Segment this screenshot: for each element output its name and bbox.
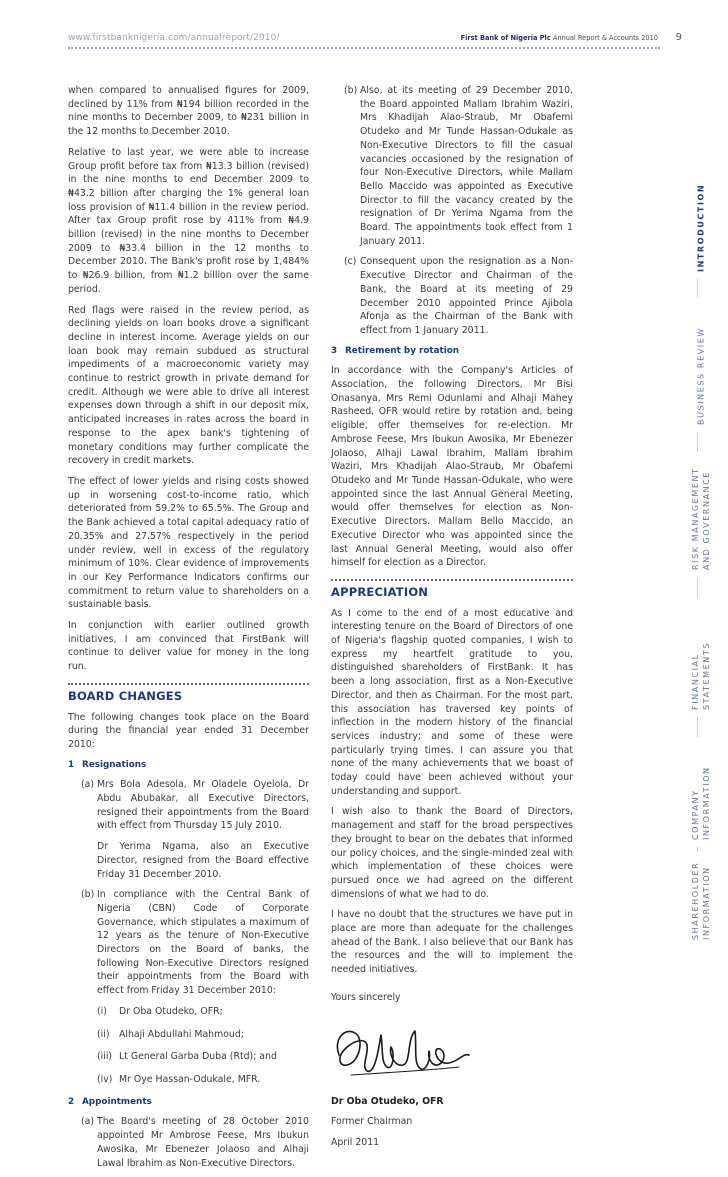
list-item xyxy=(97,1073,309,1087)
item-label: (b) xyxy=(81,889,95,901)
retirement-text: In accordance with the Company's Articles of Association, the following Directors, Mr Bisi Onasanya, Mrs Remi Odunlami and Alhaji Mahey Rasheed, OFR would retire by rotation and, being eligible, offer themselves for re-election. Mr Ambrose Feese, Mrs Ibukun Awosika, Mr Ebenezer Jolaoso, Alhaji Lawal Ibrahim, Mallam Ibrahim Waziri, Mrs Khadijah Alao-Straub, Mr Obafemi Otudeko and Mr Tunde Hassan-Odukale, who were appointed since the last Annual General Meeting, would offer themselves for election as Non-Executive Directors. Mallam Bello Maccido, an Executive Director who was appointed since the last Annual General Meeting, would also offer himself for election as a Director. xyxy=(331,365,573,569)
list-item xyxy=(344,84,573,248)
list-item xyxy=(81,1115,309,1170)
sidebar-divider xyxy=(697,278,698,298)
tab-financial-statements[interactable]: FINANCIAL STATEMENTS xyxy=(691,641,711,710)
letter-date: April 2011 xyxy=(331,1137,380,1148)
section-sidebar xyxy=(684,160,718,940)
item-text: Mrs Bola Adesola, Mr Oladele Oyelola, Dr Abdu Abubakar, all Executive Directors, resigned their appointments from the Board with effect from Thursday 15 July 2010. xyxy=(97,779,309,832)
resignations-list-b xyxy=(68,888,309,998)
header-report-name: Annual Report & Accounts 2010 xyxy=(552,34,658,42)
paragraph: I have no doubt that the structures we have put in place are more than adequate for the challenges ahead of the Bank. I also believe that our Bank has the resources and the will to implement the needed initiatives. xyxy=(331,909,573,976)
item-text: In compliance with the Central Bank of Nigeria (CBN) Code of Corporate Governance, which stipulates a maximum of 12 years as the tenure of Non-Executive Directors on the Board of banks, the following Non-Executive Directors resigned their appointments from the Board with effect from Friday 31 December 2010: xyxy=(97,889,309,997)
closing-line: Yours sincerely xyxy=(331,991,401,1003)
sidebar-divider xyxy=(697,578,698,598)
retirement-title: Retirement by rotation xyxy=(345,345,460,356)
signatory-title: Former Chairman xyxy=(331,1116,413,1128)
sidebar-divider xyxy=(697,717,698,737)
item-text: Dr Oba Otudeko, OFR; xyxy=(119,1005,223,1017)
item-label: (ii) xyxy=(97,1028,110,1040)
item-label: (i) xyxy=(97,1005,107,1017)
section-divider xyxy=(68,683,309,685)
tab-risk-management[interactable]: RISK MANAGEMENT AND GOVERNANCE xyxy=(691,467,711,570)
tab-introduction[interactable]: INTRODUCTION xyxy=(696,183,706,272)
paragraph: In conjunction with earlier outlined growth initiatives, I am convinced that FirstBank will continue to deliver value for money in the long run. xyxy=(68,620,309,673)
handwritten-signature xyxy=(331,1017,573,1085)
resignations-number: 1 xyxy=(68,759,75,770)
paragraph: when compared to annualised figures for 2009, declined by 11% from ₦194 billion recorded in the nine months to December 2009, to ₦231 billion in the 12 months to December 2010. xyxy=(68,85,309,138)
item-label: (iv) xyxy=(97,1074,113,1085)
appointments-number: 2 xyxy=(68,1096,75,1107)
retirement-heading xyxy=(331,345,573,359)
tab-shareholder-information[interactable]: SHAREHOLDER INFORMATION xyxy=(691,861,711,940)
item-text: Mr Oye Hassan-Odukale, MFR. xyxy=(119,1074,261,1085)
appointments-list xyxy=(68,1115,309,1170)
list-item xyxy=(81,888,309,998)
paragraph: I wish also to thank the Board of Directors, management and staff for the broad perspectives they brought to bear on the debates that informed our policy choices, and the single-minded zeal with which implementation of these choices were pursued once we had agreed on the different dimensions of what we had to do. xyxy=(331,806,573,900)
paragraph: Relative to last year, we were able to increase Group profit before tax from ₦13.3 billion (revised) in the nine months to end December 2009 to ₦43.2 billion after charging the 1% general loan loss provision of ₦11.4 billion in the review period. After tax Group profit rose by 411% from ₦4.9 billion (revised) in the nine months to December 2009 to ₦33.4 billion in the 12 months to December 2010. The Bank's profit rose by 1,484% to ₦26.9 billion, from ₦1.2 billion over the same period. xyxy=(68,146,309,295)
section-divider xyxy=(331,579,573,581)
item-label: (a) xyxy=(81,1116,95,1128)
item-text: Lt General Garba Duba (Rtd); and xyxy=(119,1051,277,1063)
item-label: (iii) xyxy=(97,1051,113,1063)
resignations-list xyxy=(68,778,309,833)
list-item xyxy=(81,778,309,833)
board-changes-heading: BOARD CHANGES xyxy=(68,688,183,703)
tab-company-information[interactable]: COMPANY INFORMATION xyxy=(691,766,711,840)
header-divider xyxy=(68,47,660,49)
item-label: (b) xyxy=(344,85,358,96)
left-column xyxy=(68,84,309,1177)
item-label: (c) xyxy=(344,256,357,268)
item-text: The Board's meeting of 28 October 2010 appointed Mr Ambrose Feese, Mrs Ibukun Awosika, Mr Ebenezer Jolaoso and Alhaji Lawal Ibrahim as Non-Executive Directors. xyxy=(97,1116,309,1169)
retirement-number: 3 xyxy=(331,345,338,356)
signatory-name: Dr Oba Otudeko, OFR xyxy=(331,1095,444,1107)
resigned-directors-list xyxy=(68,1005,309,1087)
paragraph: As I come to the end of a most educative and interesting tenure on the Board of Directors of one of Nigeria's flagship quoted companies, I wish to express my heartfelt gratitude to you, distinguished shareholders of FirstBank. It has been a long association, first as a Non-Executive Director, and then as Chairman. For the most part, this association has traversed key points of inflection in the modern history of the financial services industry; and some of these were particularly trying times. I can assure you that none of the many achievements that we boast of today could have been achieved without your understanding and support. xyxy=(331,607,573,797)
paragraph: Red flags were raised in the review period, as declining yields on loan books drove a significant decline in interest income. Average yields on our loan book may remain subdued as structural impediments of a macroeconomic variety may continue to restrict growth in private demand for credit. Although we were able to drive all interest expenses down through a shift in our deposit mix, anticipated increases in rates across the board in response to the apex bank's tightening of monetary conditions may further complicate the recovery in credit markets. xyxy=(68,304,309,467)
sidebar-divider xyxy=(697,432,698,452)
signature-image xyxy=(331,1017,481,1085)
board-changes-intro: The following changes took place on the Board during the financial year ended 31 December 2010: xyxy=(68,711,309,750)
resignations-heading xyxy=(68,759,309,773)
resignations-title: Resignations xyxy=(82,759,147,770)
header-report-title xyxy=(461,34,658,42)
list-item xyxy=(97,1050,309,1064)
item-continuation: Dr Yerima Ngama, also an Executive Director, resigned from the Board effective Friday 31 December 2010. xyxy=(97,841,309,880)
item-text: Also, at its meeting of 29 December 2010, the Board appointed Mallam Ibrahim Waziri, Mrs Khadijah Alao-Straub, Mr Obafemi Otudeko and Mr Tunde Hassan-Odukale as Non-Executive Directors to fill the casual vacancies occasioned by the resignation of four Non-Executive Directors, while Mallam Bello Maccido was appointed as Executive Director to fill the vacancy created by the resignation of Dr Yerima Ngama from the Board. The appointments took effect from 1 January 2011. xyxy=(360,85,573,247)
tab-business-review[interactable]: BUSINESS REVIEW xyxy=(696,327,706,425)
item-text: Alhaji Abdullahi Mahmoud; xyxy=(119,1028,244,1040)
list-item xyxy=(344,255,573,337)
appointments-title: Appointments xyxy=(82,1096,152,1107)
list-item xyxy=(97,1005,309,1019)
item-text: Consequent upon the resignation as a Non-Executive Director and Chairman of the Bank, the Board at its meeting of 29 December 2010 appointed Prince Ajibola Afonja as the Chairman of the Bank with effect from 1 January 2011. xyxy=(360,256,573,336)
page-number: 9 xyxy=(675,32,682,43)
item-label: (a) xyxy=(81,779,95,791)
appointments-heading xyxy=(68,1096,309,1110)
right-column xyxy=(331,84,573,1157)
header-bank-name: First Bank of Nigeria Plc xyxy=(460,34,551,42)
appointments-list-continued xyxy=(331,84,573,338)
paragraph: The effect of lower yields and rising costs showed up in worsening cost-to-income ratio, which deteriorated from 59.2% to 65.5%. The Group and the Bank achieved a total capital adequacy ratio of 20.35% and 27.57% respectively in the period under review, well in excess of the regulatory minimum of 10%. Clear evidence of improvements in our Key Performance Indicators confirms our commitment to return value to shareholders on a sustainable basis. xyxy=(68,475,309,611)
header-url[interactable]: www.firstbanknigeria.com/annualreport/2010/ xyxy=(68,33,280,43)
appreciation-heading: APPRECIATION xyxy=(331,584,429,599)
